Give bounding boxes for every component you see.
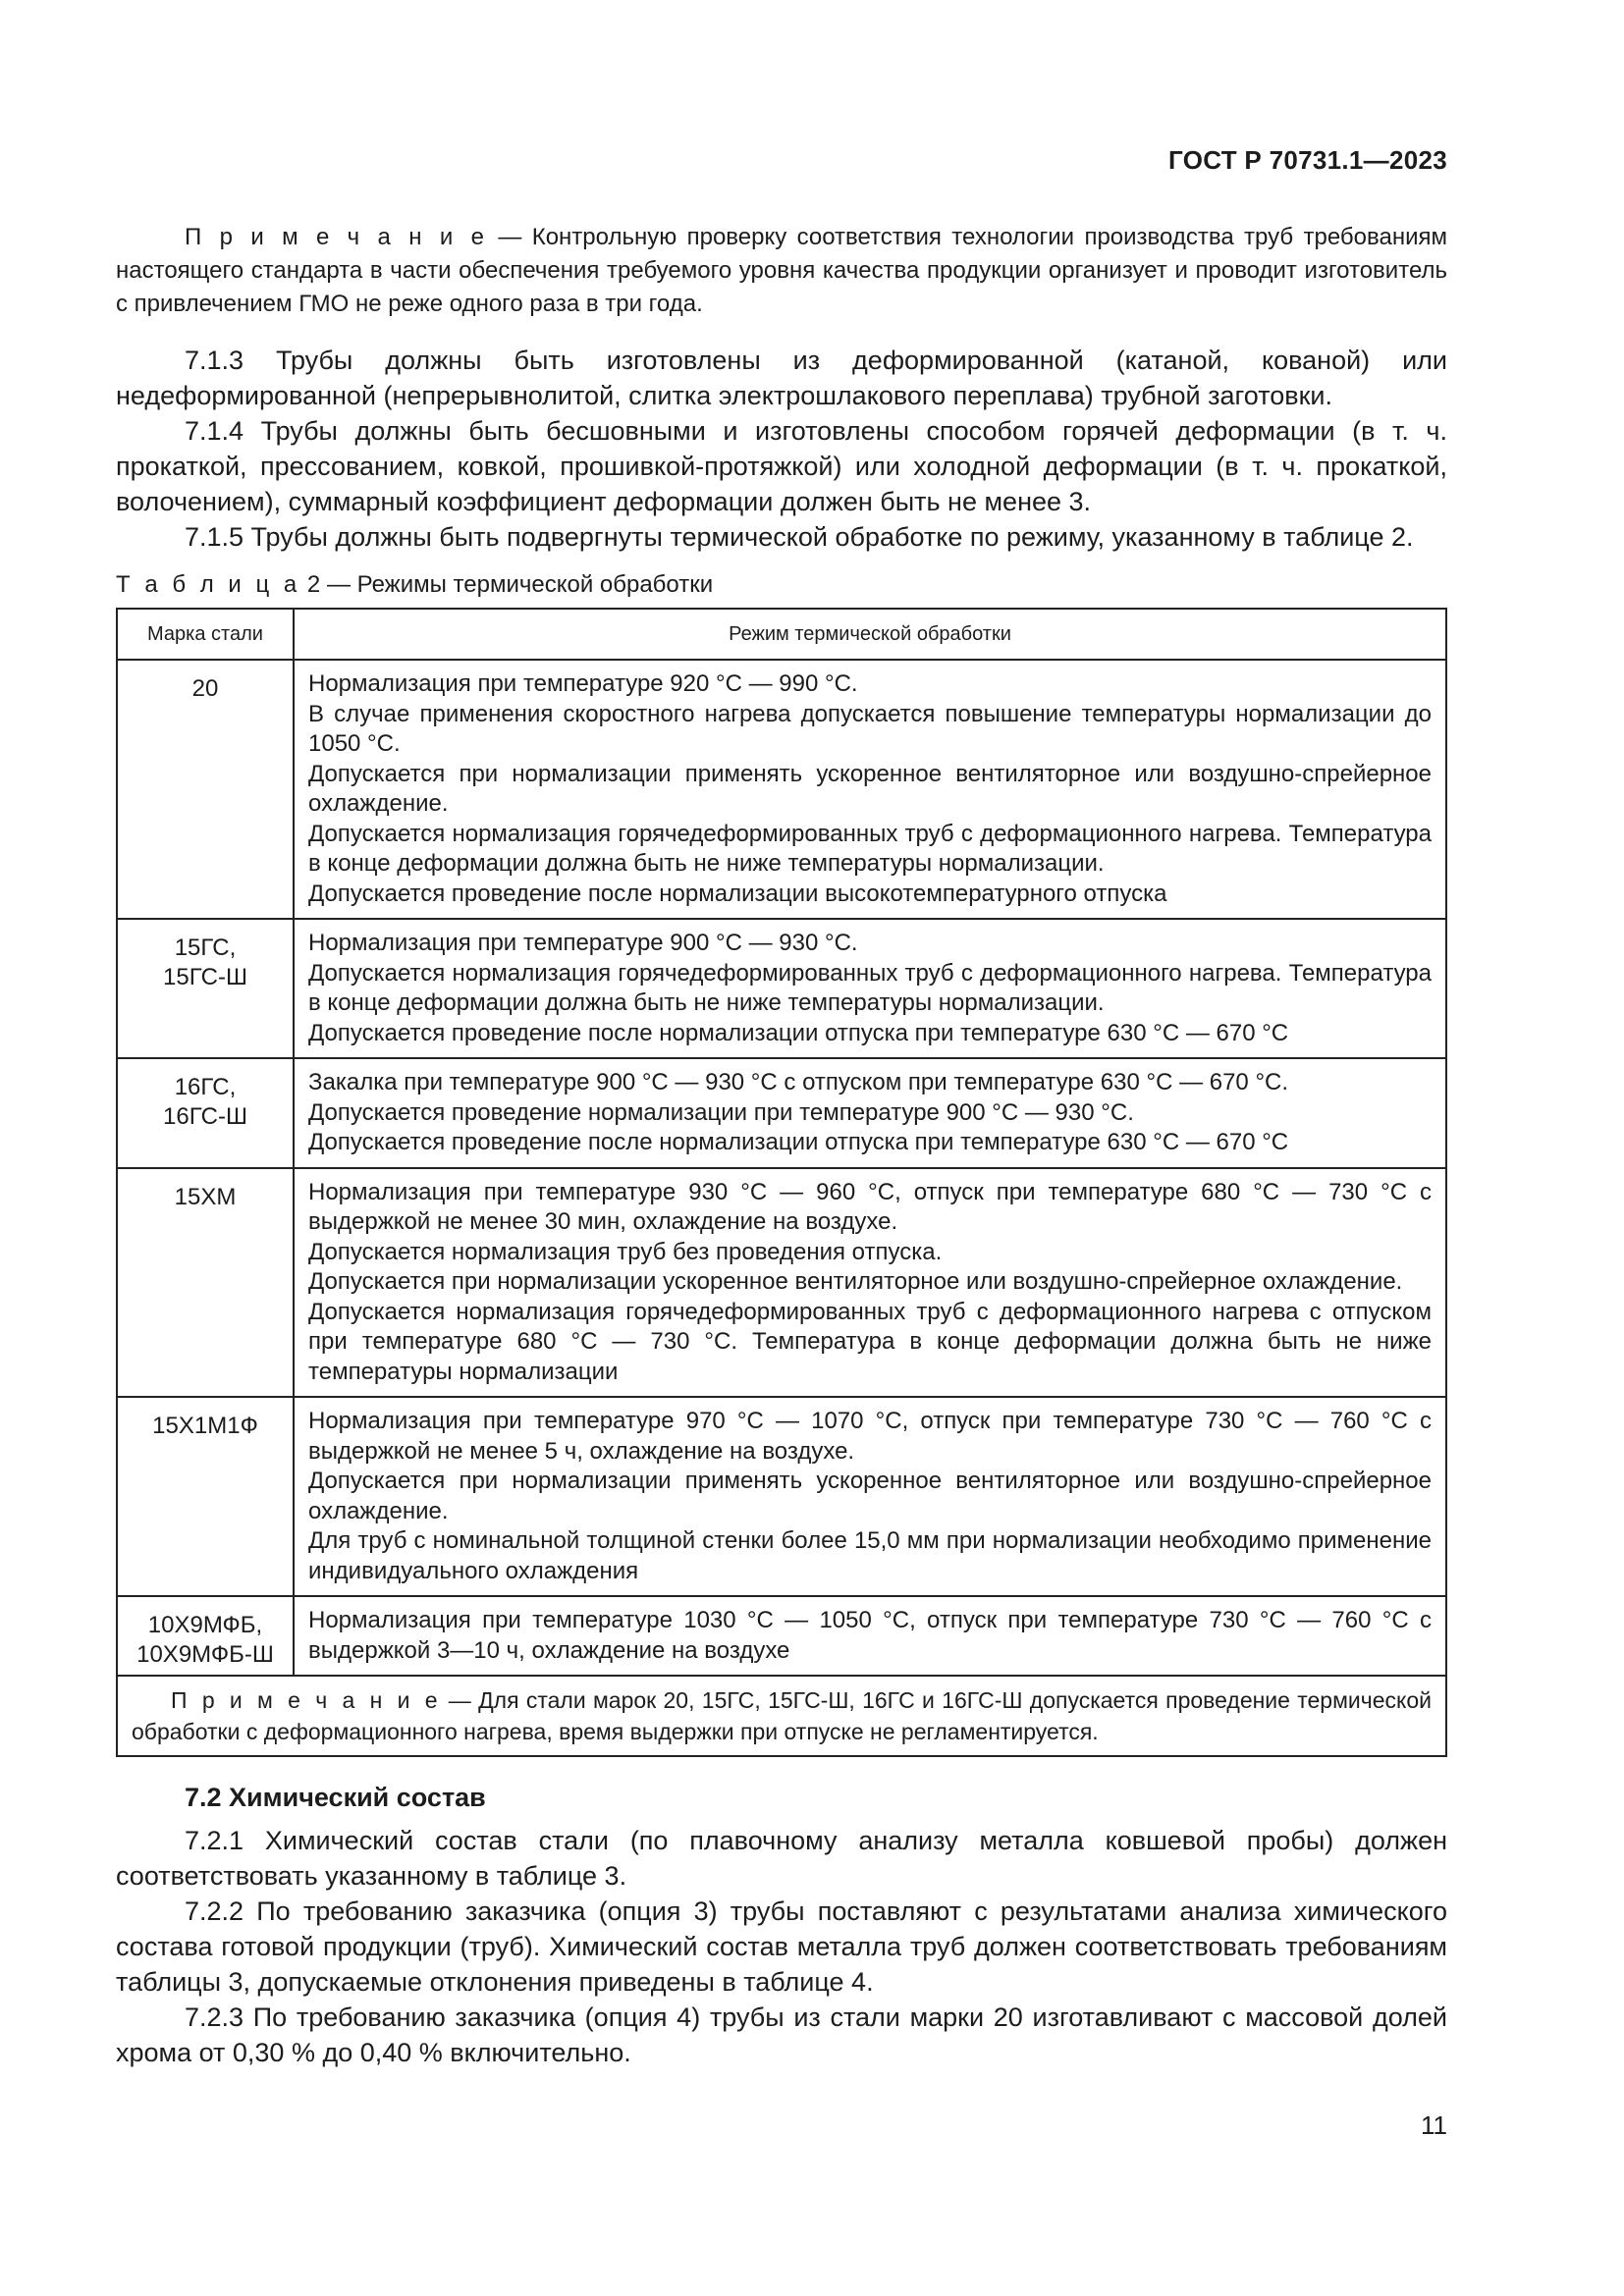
paragraph-7-1-5: 7.1.5 Трубы должны быть подвергнуты термической обработке по режиму, указанному в таблице 2. <box>185 522 1414 552</box>
note-top-text: — Контрольную проверку соответствия технологии производства труб требованиям настоящего стандарта в части обеспечения требуемого уровня качества продукции организует и проводит изготовитель с привлечением ГМО не реже одного раза в три года. <box>116 224 1447 317</box>
table-header-row <box>117 609 1446 660</box>
note-top-label: П р и м е ч а н и е <box>185 224 488 250</box>
table-row <box>117 660 1446 919</box>
standard-designation: ГОСТ Р 70731.1—2023 <box>1168 145 1447 175</box>
table-row <box>117 1058 1446 1168</box>
grade-cell: 20 <box>117 660 294 919</box>
table-caption-label: Т а б л и ц а <box>116 571 301 598</box>
table-note-cell <box>117 1676 1446 1756</box>
paragraph-7-2-2: 7.2.2 По требованию заказчика (опция 3) трубы поставляют с результатами анализа химического состава готовой продукции (труб). Химический состав металла труб должен соответствовать требованиям таблицы 3, допускаемые отклонения приведены в таблице 4. <box>116 1896 1447 1997</box>
mode-cell: Нормализация при температуре 1030 °С — 1050 °С, отпуск при температуре 730 °С — 760 °С с выдержкой 3—10 ч, охлаждение на воздухе <box>294 1596 1446 1676</box>
header-steel-grade: Марка стали <box>117 609 294 660</box>
table-row <box>117 1168 1446 1398</box>
table-caption <box>116 568 1447 602</box>
header-treatment-mode: Режим термической обработки <box>294 609 1446 660</box>
mode-cell: Нормализация при температуре 900 °С — 930 °С. Допускается нормализация горячедеформированных труб с деформационного нагрева. Температура в конце деформации должна быть не ниже температуры нормализации. Допускается проведение после нормализации отпуска при температуре 630 °С — 670 °С <box>294 919 1446 1058</box>
mode-cell: Нормализация при температуре 970 °С — 1070 °С, отпуск при температуре 730 °С — 760 °С с выдержкой не менее 5 ч, охлаждение на воздухе. Допускается при нормализации применять ускоренное вентиляторное или воздушно-спрейерное охлаждение. Для труб с номинальной толщиной стенки более 15,0 мм при нормализации необходимо применение индивидуального охлаждения <box>294 1397 1446 1596</box>
table-note-row <box>117 1676 1446 1756</box>
table-caption-text: 2 — Режимы термической обработки <box>300 571 714 598</box>
table-note-text: — Для стали марок 20, 15ГС, 15ГС-Ш, 16ГС и 16ГС-Ш допускается проведение термической обработки с деформационного нагрева, время выдержки при отпуске не регламентируется. <box>132 1687 1432 1744</box>
mode-cell: Закалка при температуре 900 °С — 930 °С с отпуском при температуре 630 °С — 670 °С. Допускается проведение нормализации при температуре 900 °С — 930 °С. Допускается проведение после нормализации отпуска при температуре 630 °С — 670 °С <box>294 1058 1446 1168</box>
grade-cell: 15Х1М1Ф <box>117 1397 294 1596</box>
table-row <box>117 1397 1446 1596</box>
paragraph-7-2-1: 7.2.1 Химический состав стали (по плавочному анализу металла ковшевой пробы) должен соответствовать указанному в таблице 3. <box>116 1826 1447 1891</box>
page-number: 11 <box>1421 2110 1447 2140</box>
section-7-2-title: 7.2 Химический состав <box>185 1783 486 1812</box>
table-row <box>117 1596 1446 1676</box>
grade-cell: 16ГС, 16ГС-Ш <box>117 1058 294 1168</box>
page-content <box>116 221 1447 2070</box>
note-top <box>116 221 1447 321</box>
mode-cell: Нормализация при температуре 920 °С — 990 °С. В случае применения скоростного нагрева допускается повышение температуры нормализации до 1050 °С. Допускается при нормализации применять ускоренное вентиляторное или воздушно-спрейерное охлаждение. Допускается нормализация горячедеформированных труб с деформационного нагрева. Температура в конце деформации должна быть не ниже температуры нормализации. Допускается проведение после нормализации высокотемпературного отпуска <box>294 660 1446 919</box>
grade-cell: 15ГС, 15ГС-Ш <box>117 919 294 1058</box>
heat-treatment-table <box>116 608 1447 1757</box>
paragraph-7-1-4: 7.1.4 Трубы должны быть бесшовными и изготовлены способом горячей деформации (в т. ч. прокаткой, прессованием, ковкой, прошивкой-протяжкой) или холодной деформации (в т. ч. прокаткой, волочением), суммарный коэффициент деформации должен быть не менее 3. <box>116 416 1447 516</box>
paragraph-7-1-3: 7.1.3 Трубы должны быть изготовлены из деформированной (катаной, кованой) или недеформированной (непрерывнолитой, слитка электрошлакового переплава) трубной заготовки. <box>116 346 1447 410</box>
grade-cell: 10Х9МФБ, 10Х9МФБ-Ш <box>117 1596 294 1676</box>
grade-cell: 15ХМ <box>117 1168 294 1398</box>
table-row <box>117 919 1446 1058</box>
paragraph-7-2-3: 7.2.3 По требованию заказчика (опция 4) трубы из стали марки 20 изготавливают с массовой долей хрома от 0,30 % до 0,40 % включительно. <box>116 2002 1447 2067</box>
mode-cell: Нормализация при температуре 930 °С — 960 °С, отпуск при температуре 680 °С — 730 °С с выдержкой не менее 30 мин, охлаждение на воздухе. Допускается нормализация труб без проведения отпуска. Допускается при нормализации ускоренное вентиляторное или воздушно-спрейерное охлаждение. Допускается нормализация горячедеформированных труб с деформационного нагрева с отпуском при температуре 680 °С — 730 °С. Температура в конце деформации должна быть не ниже температуры нормализации <box>294 1168 1446 1398</box>
table-note-label: П р и м е ч а н и е <box>171 1687 442 1713</box>
